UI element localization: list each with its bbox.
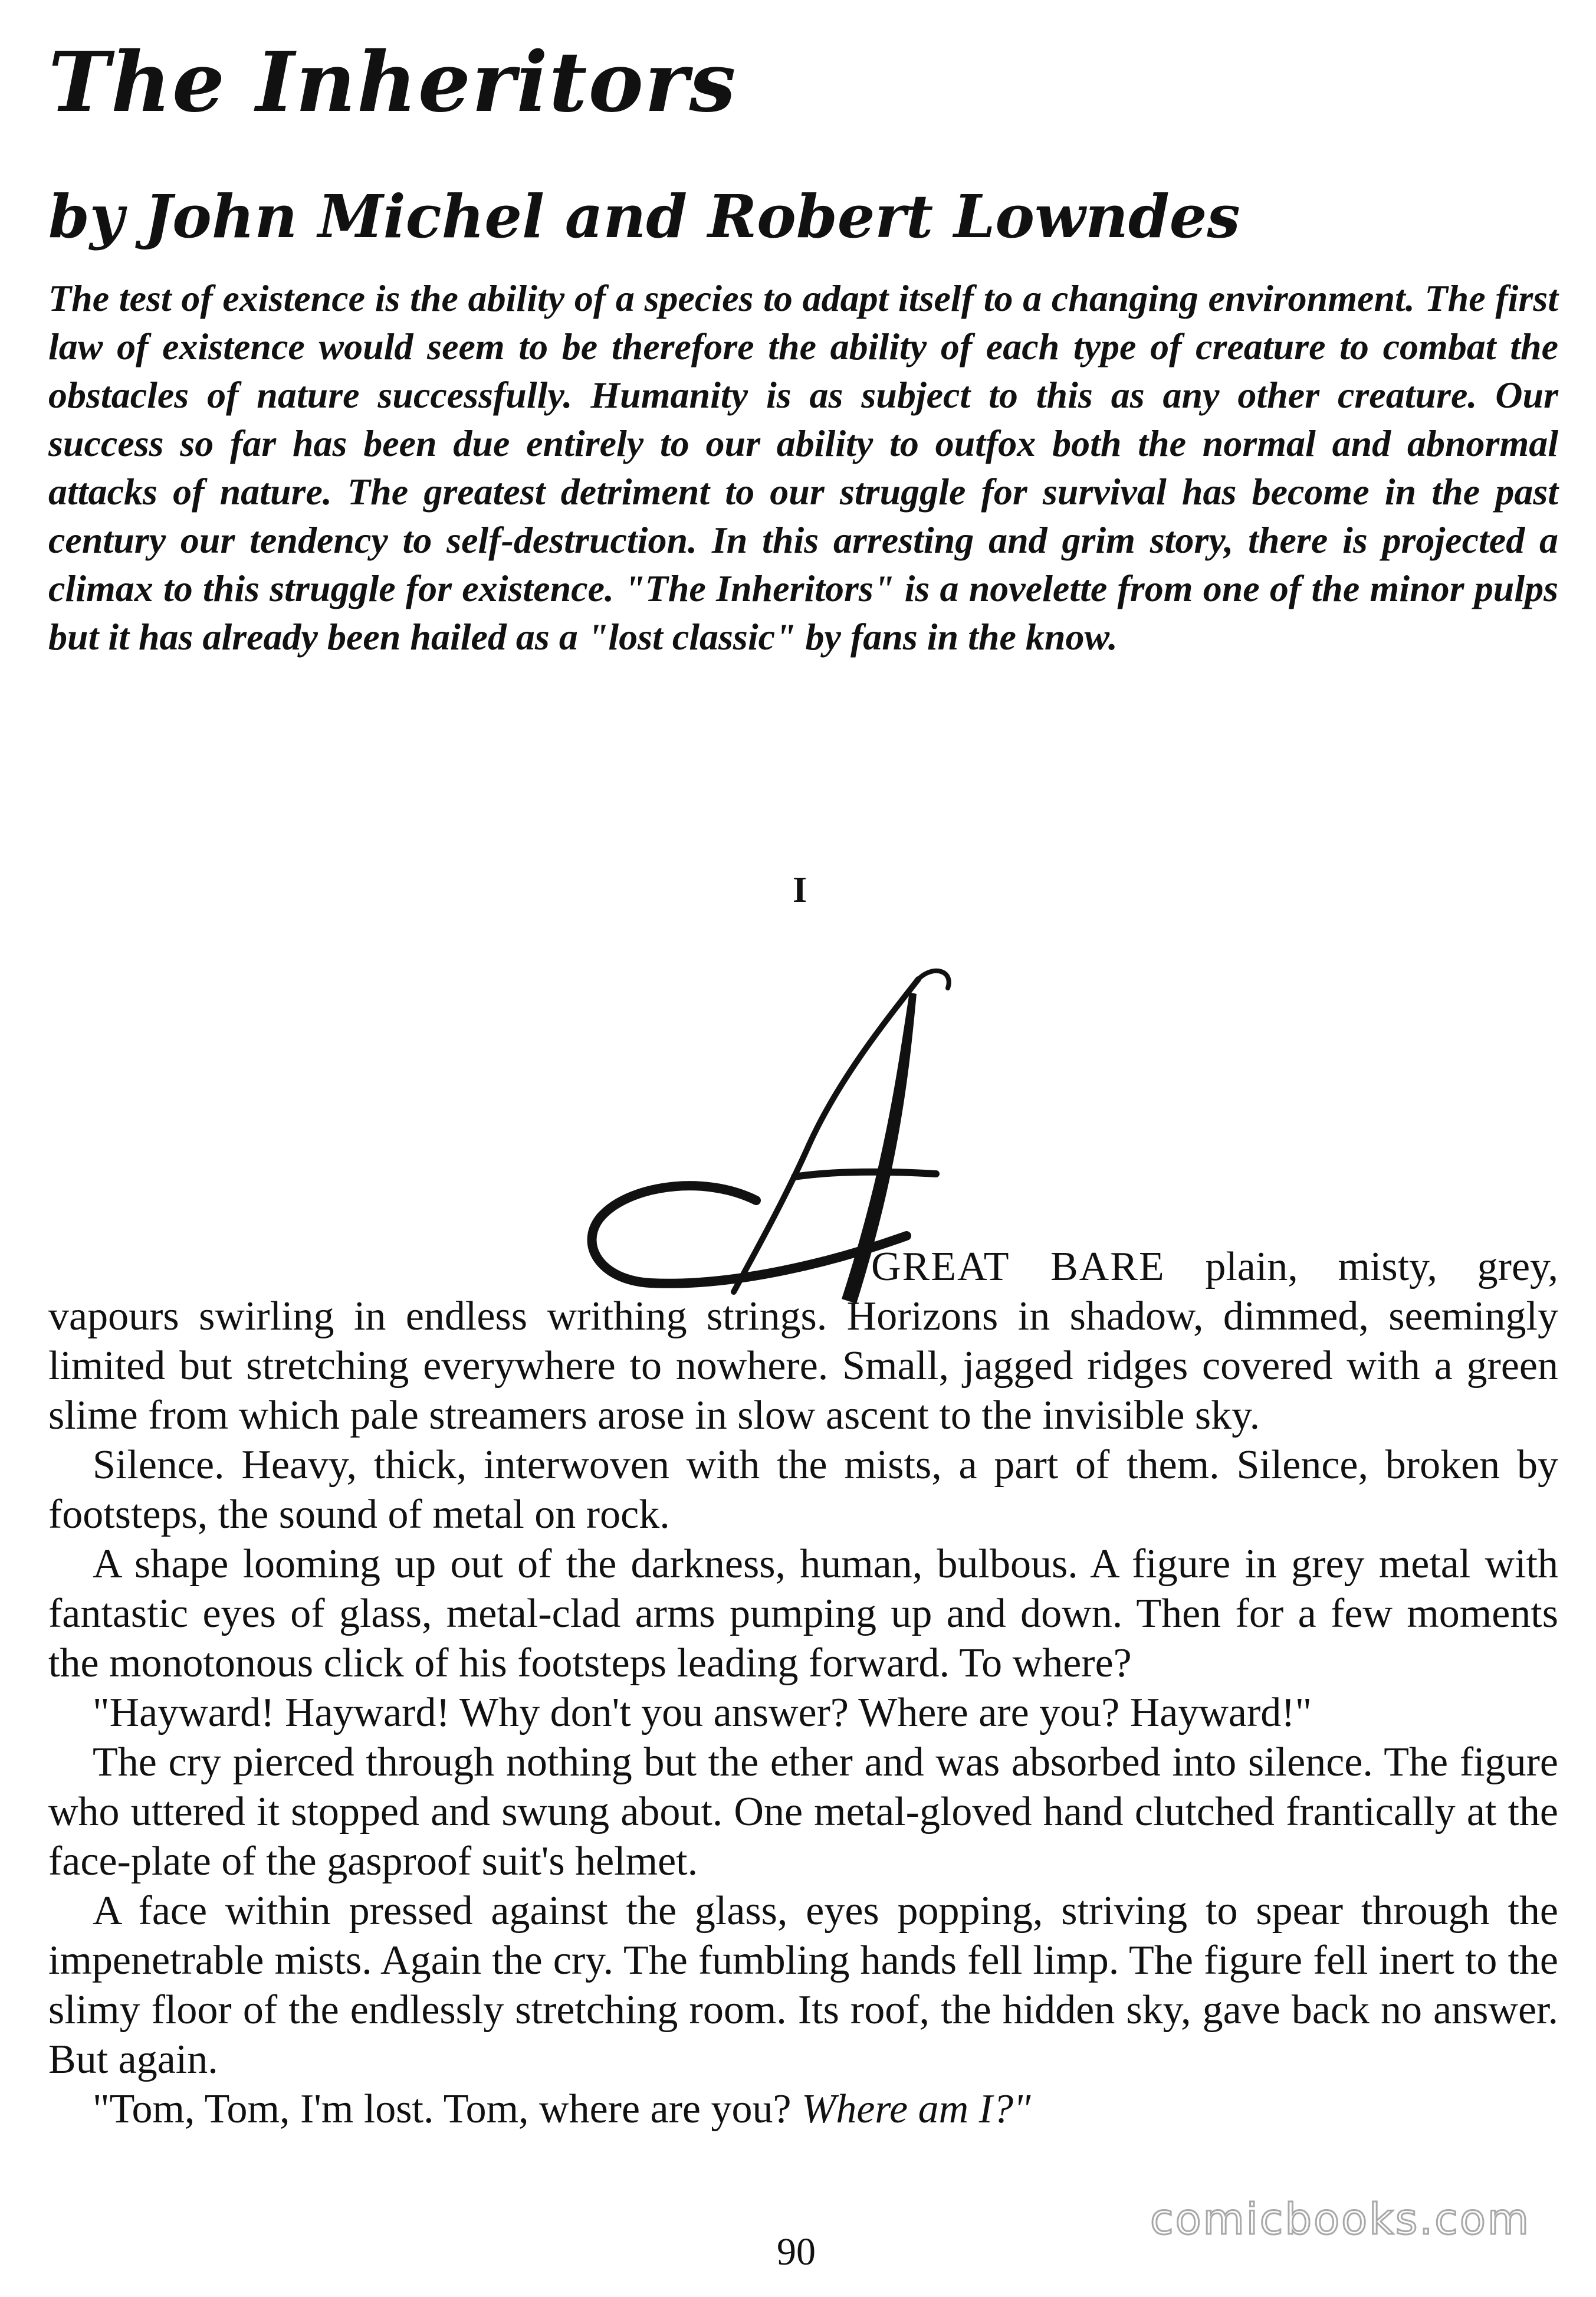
story-body	[48, 1292, 1558, 2134]
story-title: The Inheritors	[48, 34, 737, 131]
site-watermark: comicbooks.com	[1150, 2194, 1531, 2244]
paragraph-2: Silence. Heavy, thick, interwoven with the mists, a part of them. Silence, broken by footsteps, the sound of metal on rock.	[48, 1442, 1558, 1537]
editorial-intro: The test of existence is the ability of a species to adapt itself to a changing environment. The first law of existence would seem to be therefore the ability of each type of creature to combat the obstacles of nature successfully. Humanity is as subject to this as any other creature. Our success so far has been due entirely to our ability to outfox both the normal and abnormal attacks of nature. The greatest detriment to our struggle for survival has become in the past century our tendency to self-destruction. In this arresting and grim story, there is projected a climax to this struggle for existence. "The Inheritors" is a novelette from one of the minor pulps but it has already been hailed as a "lost classic" by fans in the know.	[48, 277, 1558, 658]
dialogue-italic: Where am I?"	[802, 2086, 1031, 2132]
paragraph-7	[48, 2085, 1558, 2134]
paragraph-4: "Hayward! Hayward! Why don't you answer? Where are you? Hayward!"	[93, 1690, 1312, 1735]
page-number: 90	[777, 2230, 816, 2273]
story-byline: by John Michel and Robert Lowndes	[48, 182, 1240, 251]
opening-small-caps: GREAT BARE	[871, 1244, 1165, 1289]
section-number: I	[793, 870, 807, 910]
paragraph-6: A face within pressed against the glass, eyes popping, striving to spear through the impenetrable mists. Again the cry. The fumbling hands fell limp. The figure fell inert to the slimy floor of the endlessly stretching room. Its roof, the hidden sky, gave back no answer. But again.	[48, 1888, 1558, 2082]
opening-line-rest: plain, misty, grey,	[1205, 1244, 1559, 1289]
magazine-page	[48, 24, 1558, 2283]
opening-line	[871, 1242, 1558, 1292]
paragraph-3: A shape looming up out of the darkness, human, bulbous. A figure in grey metal with fantastic eyes of glass, metal-clad arms pumping up and down. Then for a few moments the monotonous click of his footsteps leading forward. To where?	[48, 1541, 1558, 1686]
paragraph-1: vapours swirling in endless writhing strings. Horizons in shadow, dimmed, seemingly limited but stretching everywhere to nowhere. Small, jagged ridges covered with a green slime from which pale streamers arose in slow ascent to the invisible sky.	[48, 1294, 1558, 1438]
dialogue-plain: "Tom, Tom, I'm lost. Tom, where are you?	[93, 2086, 792, 2132]
paragraph-5: The cry pierced through nothing but the ether and was absorbed into silence. The figure who uttered it stopped and swung about. One metal-gloved hand clutched frantically at the face-plate of the gasproof suit's helmet.	[48, 1740, 1558, 1884]
